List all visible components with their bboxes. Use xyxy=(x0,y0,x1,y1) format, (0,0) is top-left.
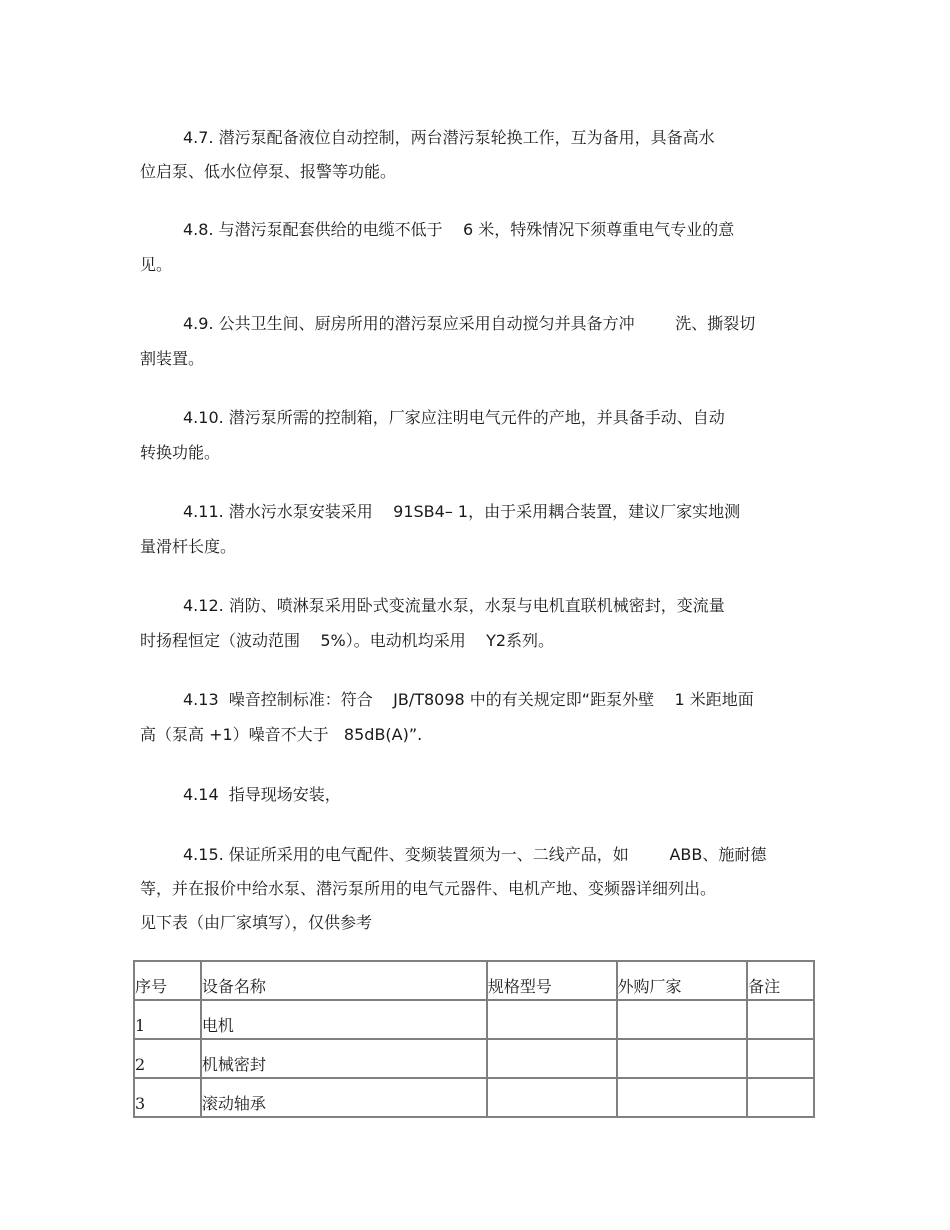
table-cell xyxy=(617,1078,748,1117)
paragraph-4-15-line2: 等，并在报价中给水泵、潜污泵所用的电气元器件、电机产地、变频器详细列出。 xyxy=(140,879,717,898)
paragraph-4-9-line2: 割装置。 xyxy=(140,349,205,368)
table-cell xyxy=(747,1000,814,1039)
paragraph-4-10-line1: 4.10. 潜污泵所需的控制箱，厂家应注明电气元件的产地，并具备手动、自动 xyxy=(183,408,725,427)
paragraph-4-15-line1: 4.15. 保证所采用的电气配件、变频装置须为一、二线产品，如 ABB、施耐德 xyxy=(183,845,767,864)
table-intro: 见下表（由厂家填写），仅供参考 xyxy=(140,913,373,932)
table-cell: 3 xyxy=(134,1078,201,1117)
paragraph-4-11-line1: 4.11. 潜水污水泵安装采用 91SB4– 1，由于采用耦合装置，建议厂家实地测 xyxy=(183,502,741,521)
table-cell: 1 xyxy=(134,1000,201,1039)
paragraph-4-13-line2: 高（泵高 +1）噪音不大于 85dB(A)”. xyxy=(140,725,423,744)
paragraph-4-10-line2: 转换功能。 xyxy=(140,443,221,462)
paragraph-4-8-line2: 见。 xyxy=(140,255,173,274)
table-cell xyxy=(617,1039,748,1078)
table-cell: 机械密封 xyxy=(201,1039,487,1078)
table-cell: 2 xyxy=(134,1039,201,1078)
table-cell: 电机 xyxy=(201,1000,487,1039)
paragraph-4-14-line1: 4.14 指导现场安装， xyxy=(183,785,341,804)
paragraph-4-7-line1: 4.7. 潜污泵配备液位自动控制，两台潜污泵轮换工作，互为备用，具备高水 xyxy=(183,128,715,147)
paragraph-4-12-line1: 4.12. 消防、喷淋泵采用卧式变流量水泵，水泵与电机直联机械密封，变流量 xyxy=(183,596,725,615)
table-cell xyxy=(487,1000,617,1039)
table-header-row xyxy=(134,961,814,1000)
paragraph-4-13-line1: 4.13 噪音控制标准：符合 JB/T8098 中的有关规定即“距泵外壁 1 米距地面 xyxy=(183,690,754,709)
header-cell: 规格型号 xyxy=(487,961,617,1000)
table-cell xyxy=(747,1078,814,1117)
table-cell xyxy=(487,1078,617,1117)
table-row xyxy=(134,1000,814,1039)
table-cell xyxy=(747,1039,814,1078)
header-cell: 备注 xyxy=(747,961,814,1000)
header-cell: 序号 xyxy=(134,961,201,1000)
table-cell xyxy=(617,1000,748,1039)
header-cell: 外购厂家 xyxy=(617,961,748,1000)
paragraph-4-7-line2: 位启泵、低水位停泵、报警等功能。 xyxy=(140,162,397,181)
paragraph-4-9-line1: 4.9. 公共卫生间、厨房所用的潜污泵应采用自动搅匀并具备方冲 洗、撕裂切 xyxy=(183,314,756,333)
table-cell xyxy=(487,1039,617,1078)
table-cell: 滚动轴承 xyxy=(201,1078,487,1117)
table-row xyxy=(134,1039,814,1078)
header-cell: 设备名称 xyxy=(201,961,487,1000)
paragraph-4-11-line2: 量滑杆长度。 xyxy=(140,537,237,556)
equipment-table xyxy=(133,960,815,1118)
paragraph-4-8-line1: 4.8. 与潜污泵配套供给的电缆不低于 6 米，特殊情况下须尊重电气专业的意 xyxy=(183,220,735,239)
paragraph-4-12-line2: 时扬程恒定（波动范围 5%）。电动机均采用 Y2系列。 xyxy=(140,631,555,650)
table-row xyxy=(134,1078,814,1117)
